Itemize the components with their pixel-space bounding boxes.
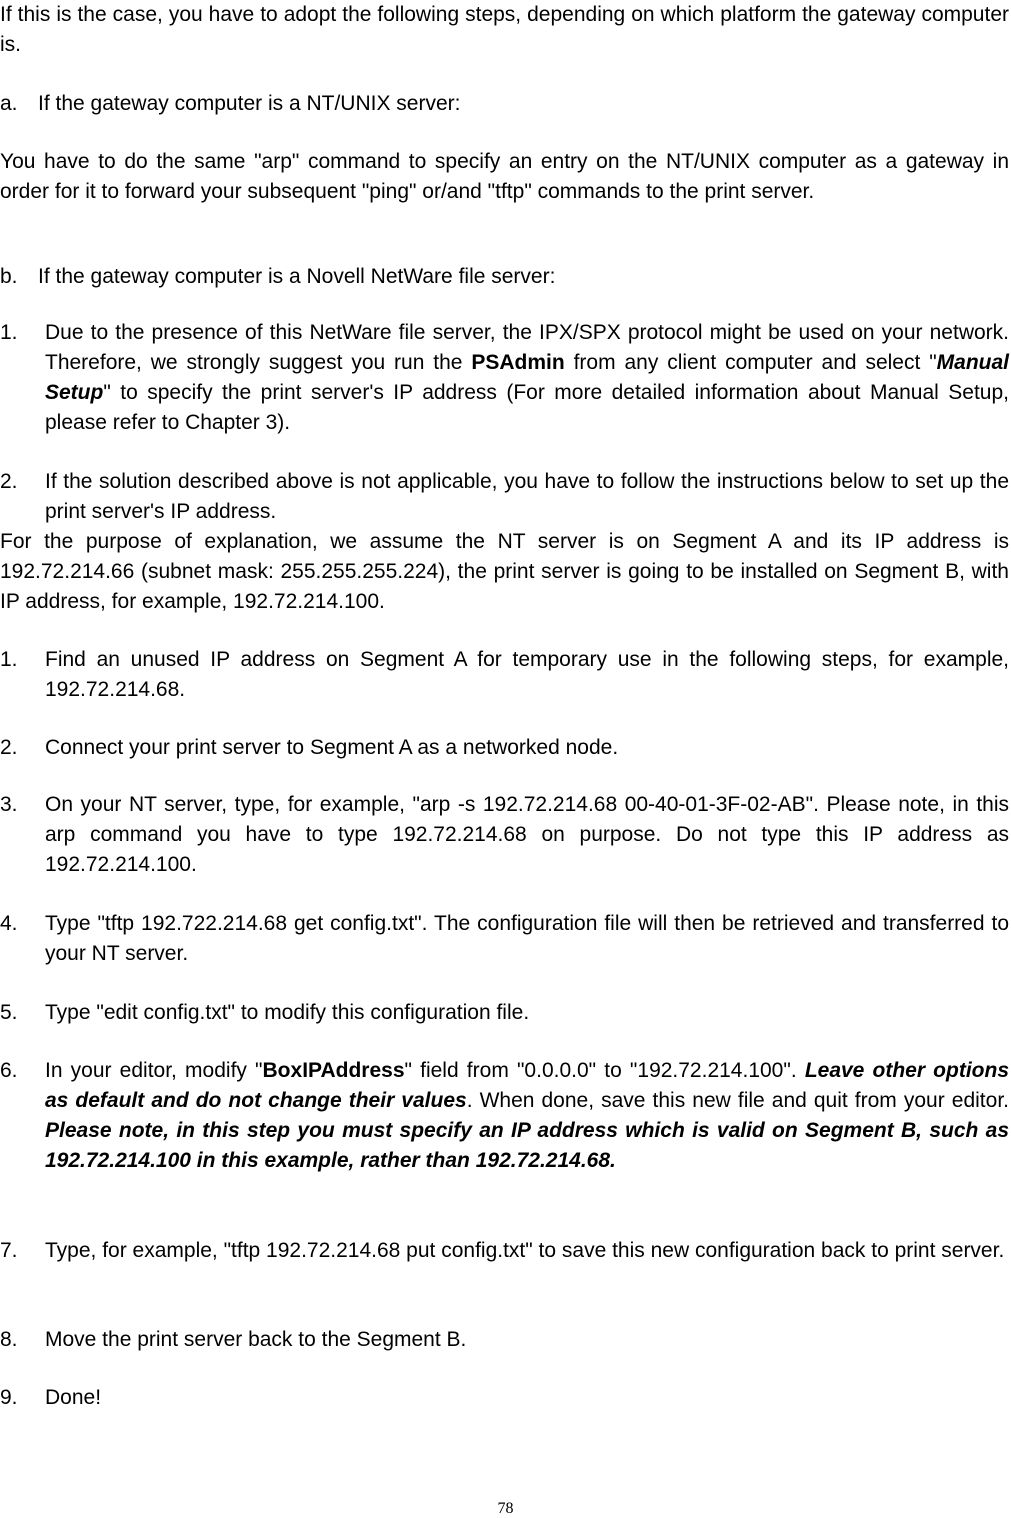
step-1-number: 1. — [0, 648, 18, 671]
netware-step-2 — [0, 467, 1009, 527]
step-3-text: On your NT server, type, for example, "arp -s 192.72.214.68 00-40-01-3F-02-AB". Please note, in this arp command you have to type 192.72.214.68 on purpose. Do not type this IP address as 192.72.214.100. — [45, 793, 1009, 876]
step-1 — [0, 645, 1009, 705]
netware-step-1 — [0, 318, 1009, 438]
step-3-number: 3. — [0, 793, 18, 816]
step-6-number: 6. — [0, 1059, 18, 1082]
leave-defaults-note: Leave other options as default and do not change their values — [45, 1059, 1009, 1112]
netware-step-2-text: If the solution described above is not applicable, you have to follow the instructions below to set up the print server's IP address. — [45, 470, 1009, 523]
intro-paragraph: If this is the case, you have to adopt the following steps, depending on which platform the gateway computer is. — [0, 3, 1009, 56]
step-7-text: Type, for example, "tftp 192.72.214.68 put config.txt" to save this new configuration back to print server. — [45, 1239, 1005, 1262]
step-4-number: 4. — [0, 912, 18, 935]
page-number: 78 — [497, 1500, 514, 1517]
netware-step-1-number: 1. — [0, 321, 18, 344]
step-9-text: Done! — [45, 1386, 102, 1409]
step-9-number: 9. — [0, 1386, 18, 1409]
step-8-number: 8. — [0, 1328, 18, 1351]
case-a-letter: a. — [0, 92, 18, 115]
step-8 — [0, 1325, 1009, 1355]
boxipaddress-term: BoxIPAddress — [262, 1059, 405, 1082]
step-6-text: In your editor, modify "BoxIPAddress" field from "0.0.0.0" to "192.72.214.100". Leave other options as default and do not change their values. When done, save this new file and quit from your editor. Please note, in this step you must specify an IP address which is valid on Segment B, such as 192.72.214.100 in this example, rather than 192.72.214.68. — [45, 1059, 1009, 1172]
step-5 — [0, 998, 1009, 1028]
step-2-number: 2. — [0, 736, 18, 759]
psadmin-term: PSAdmin — [471, 351, 565, 374]
manual-setup-term: Manual Setup — [45, 351, 1009, 404]
step-4 — [0, 909, 1009, 969]
step-8-text: Move the print server back to the Segment B. — [45, 1328, 467, 1351]
step-3 — [0, 790, 1009, 880]
segment-b-warning: Please note, in this step you must specify an IP address which is valid on Segment B, such as 192.72.214.100 in this example, rather than 192.72.214.68. — [45, 1119, 1009, 1172]
case-a-text: If the gateway computer is a NT/UNIX server: — [38, 92, 461, 115]
netware-step-1-text: Due to the presence of this NetWare file server, the IPX/SPX protocol might be used on your network. Therefore, we strongly suggest you run the PSAdmin from any client computer and select "Manual Setup" to specify the print server's IP address (For more detailed information about Manual Setup, please refer to Chapter 3). — [45, 321, 1009, 434]
step-2 — [0, 733, 1009, 763]
step-6 — [0, 1056, 1009, 1176]
step-4-text: Type "tftp 192.722.214.68 get config.txt". The configuration file will then be retrieved and transferred to your NT server. — [45, 912, 1009, 965]
case-b-heading — [0, 262, 1009, 292]
step-2-text: Connect your print server to Segment A as a networked node. — [45, 736, 619, 759]
step-9 — [0, 1383, 1009, 1413]
explanation-paragraph: For the purpose of explanation, we assume the NT server is on Segment A and its IP address is 192.72.214.66 (subnet mask: 255.255.255.224), the print server is going to be installed on Segment B, with IP address, for example, 192.72.214.100. — [0, 530, 1009, 613]
case-a-body: You have to do the same "arp" command to specify an entry on the NT/UNIX computer as a gateway in order for it to forward your subsequent "ping" or/and "tftp" commands to the print server. — [0, 150, 1009, 203]
step-7-number: 7. — [0, 1239, 18, 1262]
case-a-heading — [0, 89, 1009, 119]
step-5-number: 5. — [0, 1001, 18, 1024]
case-b-text: If the gateway computer is a Novell NetWare file server: — [38, 265, 556, 288]
step-7 — [0, 1236, 1009, 1266]
case-b-letter: b. — [0, 265, 18, 288]
netware-step-2-number: 2. — [0, 470, 18, 493]
step-1-text: Find an unused IP address on Segment A for temporary use in the following steps, for example, 192.72.214.68. — [45, 648, 1009, 701]
step-5-text: Type "edit config.txt" to modify this configuration file. — [45, 1001, 530, 1024]
